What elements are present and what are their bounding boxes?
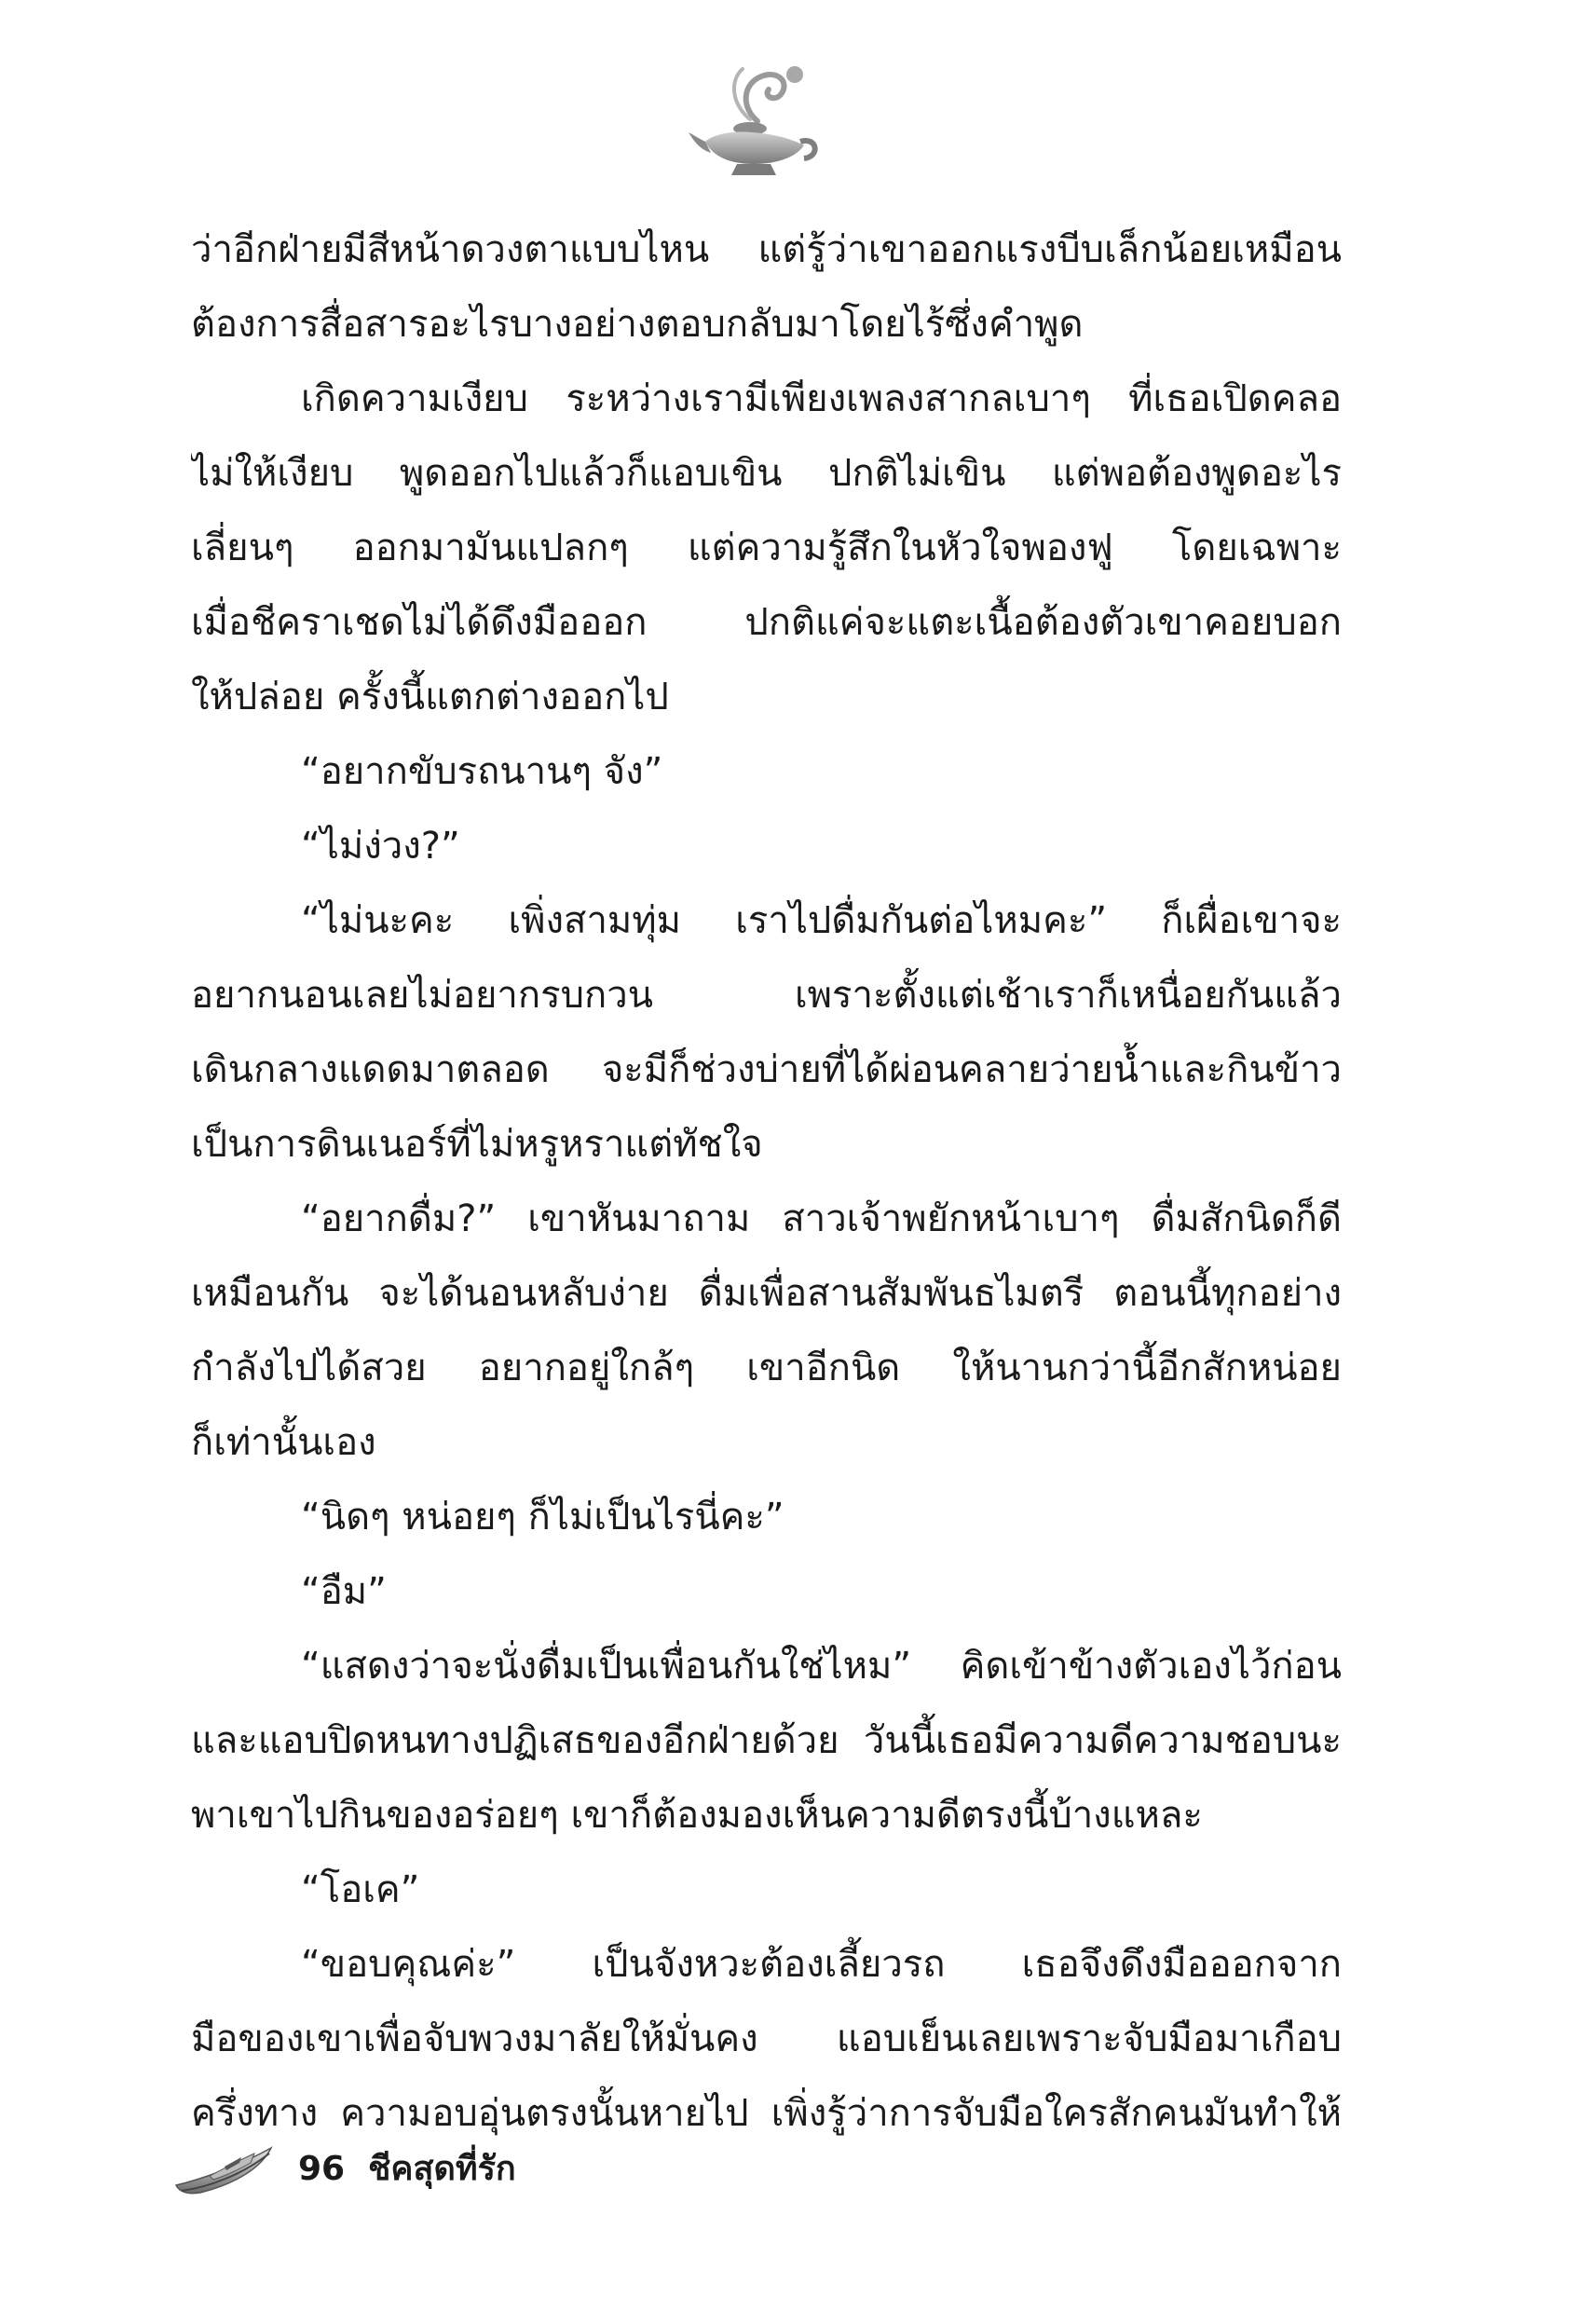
- text-line: ครึ่งทาง ความอบอุ่นตรงนั้นหายไป เพิ่งรู้ว่าการจับมือใครสักคนมันทำให้: [191, 2092, 1342, 2135]
- text-line: ต้องการสื่อสารอะไรบางอย่างตอบกลับมาโดยไร้ซึ่งคำพูด: [191, 303, 1084, 346]
- text-line: “อืม”: [301, 1570, 387, 1613]
- genie-lamp-icon: [685, 56, 825, 186]
- text-line: “แสดงว่าจะนั่งดื่มเป็นเพื่อนกันใช่ไหม” คิดเข้าข้างตัวเองไว้ก่อน: [301, 1645, 1342, 1688]
- text-line: กำลังไปได้สวย อยากอยู่ใกล้ๆ เขาอีกนิด ให้นานกว่านี้อีกสักหน่อย: [191, 1347, 1342, 1389]
- page-footer: [172, 2139, 731, 2204]
- text-line: มือของเขาเพื่อจับพวงมาลัยให้มั่นคง แอบเย็นเลยเพราะจับมือมาเกือบ: [191, 2017, 1342, 2060]
- text-line: “นิดๆ หน่อยๆ ก็ไม่เป็นไรนี่คะ”: [301, 1496, 784, 1538]
- text-line: “ไม่ง่วง?”: [301, 825, 460, 868]
- book-title: ชีคสุดที่รัก: [368, 2150, 516, 2188]
- text-line: “อยากขับรถนานๆ จัง”: [301, 750, 663, 793]
- text-line: ว่าอีกฝ่ายมีสีหน้าดวงตาแบบไหน แต่รู้ว่าเขาออกแรงบีบเล็กน้อยเหมือน: [191, 228, 1342, 271]
- text-line: อยากนอนเลยไม่อยากรบกวน เพราะตั้งแต่เช้าเราก็เหนื่อยกันแล้ว: [191, 974, 1342, 1017]
- text-line: เมื่อชีคราเชดไม่ได้ดึงมือออก ปกติแค่จะแตะเนื้อต้องตัวเขาคอยบอก: [191, 601, 1342, 644]
- text-line: เกิดความเงียบ ระหว่างเรามีเพียงเพลงสากลเบาๆ ที่เธอเปิดคลอ: [301, 377, 1342, 420]
- text-line: เป็นการดินเนอร์ที่ไม่หรูหราแต่ทัชใจ: [191, 1123, 763, 1166]
- page-number: 96: [298, 2150, 346, 2188]
- yacht-icon: [172, 2139, 275, 2196]
- text-line: พาเขาไปกินของอร่อยๆ เขาก็ต้องมองเห็นความดีตรงนี้บ้างแหละ: [191, 1794, 1203, 1837]
- text-line: “โอเค”: [301, 1868, 420, 1911]
- text-line: และแอบปิดหนทางปฏิเสธของอีกฝ่ายด้วย วันนี้เธอมีความดีความชอบนะ: [191, 1719, 1342, 1762]
- text-line: เหมือนกัน จะได้นอนหลับง่าย ดื่มเพื่อสานสัมพันธไมตรี ตอนนี้ทุกอย่าง: [191, 1272, 1342, 1315]
- text-line: “อยากดื่ม?” เขาหันมาถาม สาวเจ้าพยักหน้าเบาๆ ดื่มสักนิดก็ดี: [301, 1197, 1342, 1240]
- text-line: ไม่ให้เงียบ พูดออกไปแล้วก็แอบเขิน ปกติไม่เขิน แต่พอต้องพูดอะไร: [191, 452, 1342, 495]
- text-line: “ไม่นะคะ เพิ่งสามทุ่ม เราไปดื่มกันต่อไหมคะ” ก็เผื่อเขาจะ: [301, 899, 1342, 942]
- text-line: ก็เท่านั้นเอง: [191, 1421, 376, 1464]
- text-line: ให้ปล่อย ครั้งนี้แตกต่างออกไป: [191, 676, 669, 718]
- text-line: เดินกลางแดดมาตลอด จะมีก็ช่วงบ่ายที่ได้ผ่อนคลายว่ายน้ำและกินข้าว: [191, 1048, 1342, 1091]
- text-line: “ขอบคุณค่ะ” เป็นจังหวะต้องเลี้ยวรถ เธอจึงดึงมือออกจาก: [301, 1943, 1342, 1986]
- text-line: เลี่ยนๆ ออกมามันแปลกๆ แต่ความรู้สึกในหัวใจพองฟู โดยเฉพาะ: [191, 526, 1342, 569]
- body-text: [191, 212, 1342, 2151]
